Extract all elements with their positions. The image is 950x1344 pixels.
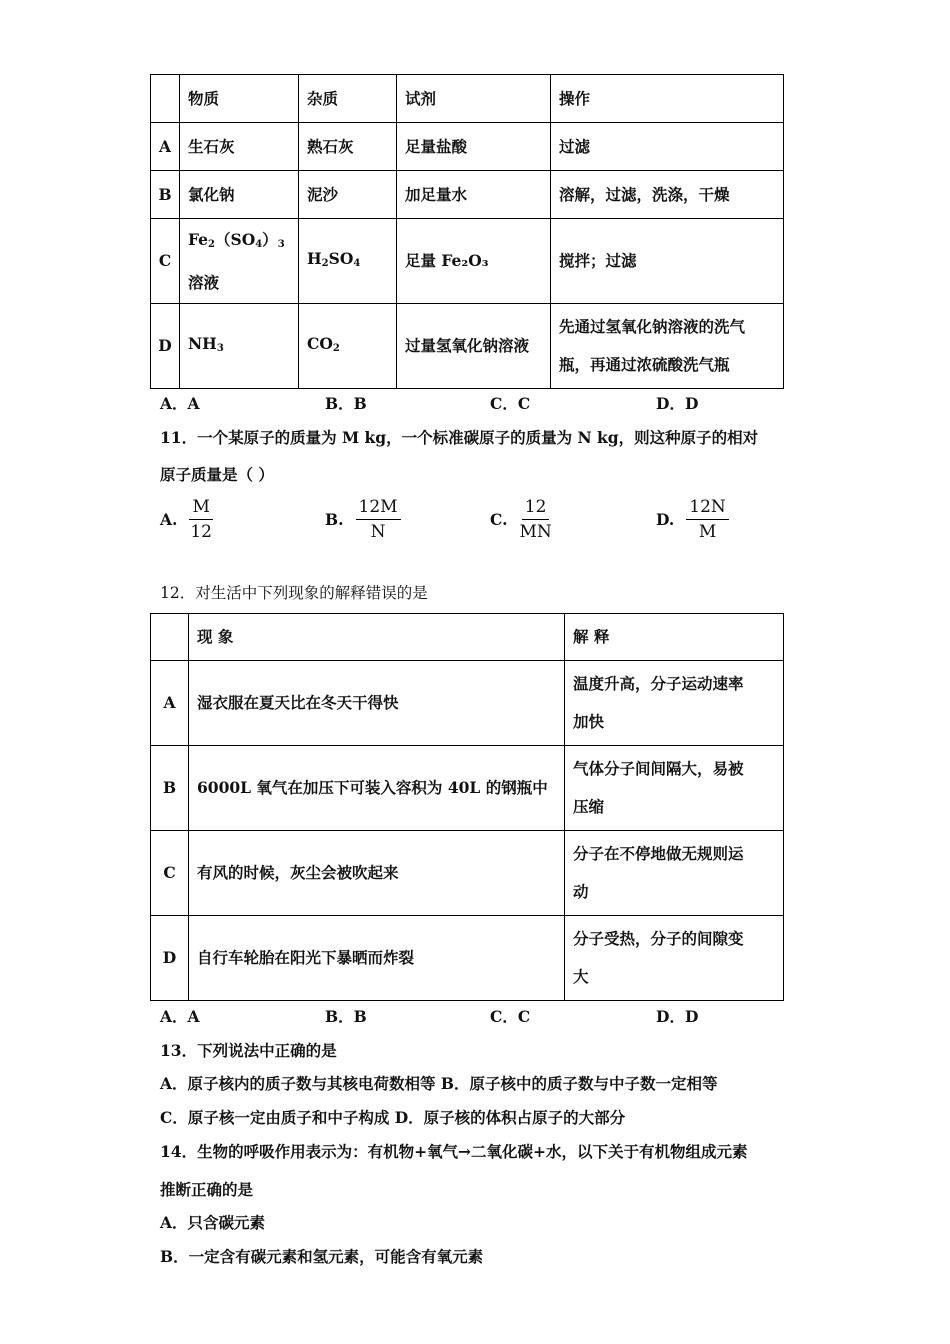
cell-impurity: 熟石灰: [299, 123, 397, 171]
option-label: D.: [656, 510, 675, 529]
row-key: C: [151, 219, 180, 304]
cell-operation: 过滤: [551, 123, 784, 171]
cell-explanation: 分子受热，分子的间隙变 大: [565, 916, 784, 1001]
cell-substance: $NH_3$: [180, 304, 299, 389]
header-reagent: 试剂: [397, 75, 551, 123]
q13-stem: 13．下列说法中正确的是: [160, 1041, 337, 1060]
cell-impurity: $H_2SO_4$: [299, 219, 397, 304]
cell-explanation: 温度升高，分子运动速率 加快: [565, 661, 784, 746]
q12-stem: 12．对生活中下列现象的解释错误的是: [160, 584, 428, 602]
fraction: 12 MN: [519, 497, 552, 542]
q12-option-c: C．C: [490, 1007, 531, 1026]
q11-option-d: [656, 497, 729, 542]
header-cell: [151, 75, 180, 123]
header-impurity: 杂质: [299, 75, 397, 123]
header-cell: [151, 614, 189, 661]
q13-options-cd: C．原子核一定由质子和中子构成 D．原子核的体积占原子的大部分: [160, 1108, 626, 1127]
q12-option-b: B．B: [325, 1007, 367, 1026]
cell-impurity: $CO_2$: [299, 304, 397, 389]
table-row: [151, 171, 784, 219]
cell-explanation: 气体分子间间隔大，易被 压缩: [565, 746, 784, 831]
row-key: A: [151, 123, 180, 171]
operation-line1: 先通过氢氧化钠溶液的洗气: [559, 317, 746, 336]
cell-substance: [180, 219, 299, 304]
q14-option-a: A．只含碳元素: [160, 1213, 266, 1232]
fraction: 12N M: [686, 497, 729, 542]
row-key: A: [151, 661, 189, 746]
cell-substance: 氯化钠: [180, 171, 299, 219]
header-operation: 操作: [551, 75, 784, 123]
fraction: M 12: [190, 497, 212, 542]
table-row: [151, 746, 784, 831]
row-key: B: [151, 171, 180, 219]
header-explanation: 解 释: [565, 614, 784, 661]
substance-line2: 溶液: [188, 272, 220, 292]
table-row: [151, 304, 784, 389]
cell-reagent: 过量氢氧化钠溶液: [397, 304, 551, 389]
q10-option-b: B．B: [325, 394, 367, 413]
cell-reagent: 加足量水: [397, 171, 551, 219]
cell-phenomenon: 6000L 氧气在加压下可装入容积为 40L 的钢瓶中: [189, 746, 565, 831]
table-row: [151, 219, 784, 304]
fraction: 12M N: [356, 497, 401, 542]
table-row: [151, 123, 784, 171]
q11-option-a: [160, 497, 213, 542]
cell-operation: [551, 304, 784, 389]
phenomenon-table: [150, 613, 784, 1001]
row-key: D: [151, 916, 189, 1001]
q10-option-c: C．C: [490, 394, 531, 413]
purification-table: [150, 74, 784, 389]
table-row: [151, 831, 784, 916]
header-phenomenon: 现 象: [189, 614, 565, 661]
q10-option-d: D．D: [656, 394, 699, 413]
operation-line2: 瓶，再通过浓硫酸洗气瓶: [559, 355, 730, 374]
option-label: B.: [325, 510, 344, 529]
row-key: D: [151, 304, 180, 389]
cell-reagent: 足量盐酸: [397, 123, 551, 171]
q11-stem-line1: 11．一个某原子的质量为 M kg，一个标准碳原子的质量为 N kg，则这种原子的相对: [160, 428, 759, 447]
q12-option-a: A．A: [160, 1007, 200, 1026]
cell-phenomenon: 有风的时候，灰尘会被吹起来: [189, 831, 565, 916]
table-row: [151, 661, 784, 746]
cell-substance: 生石灰: [180, 123, 299, 171]
cell-phenomenon: 湿衣服在夏天比在冬天干得快: [189, 661, 565, 746]
row-key: B: [151, 746, 189, 831]
cell-explanation: 分子在不停地做无规则运 动: [565, 831, 784, 916]
row-key: C: [151, 831, 189, 916]
q12-option-d: D．D: [656, 1007, 699, 1026]
cell-operation: 溶解，过滤，洗涤，干燥: [551, 171, 784, 219]
option-label: C.: [490, 510, 508, 529]
q14-option-b: B．一定含有碳元素和氢元素，可能含有氧元素: [160, 1247, 484, 1266]
q11-option-c: [490, 497, 552, 542]
q14-stem-line2: 推断正确的是: [160, 1180, 254, 1199]
cell-impurity: 泥沙: [299, 171, 397, 219]
table-row: [151, 916, 784, 1001]
q11-stem-line2: 原子质量是（ ）: [160, 465, 274, 484]
cell-phenomenon: 自行车轮胎在阳光下暴晒而炸裂: [189, 916, 565, 1001]
cell-reagent: 足量 Fe₂O₃: [397, 219, 551, 304]
option-label: A.: [160, 510, 178, 529]
formula: $Fe_2(SO_4)_3$: [188, 229, 285, 250]
q13-options-ab: A．原子核内的质子数与其核电荷数相等 B．原子核中的质子数与中子数一定相等: [160, 1074, 718, 1093]
cell-operation: 搅拌；过滤: [551, 219, 784, 304]
q10-option-a: A．A: [160, 394, 200, 413]
header-substance: 物质: [180, 75, 299, 123]
q14-stem-line1: 14．生物的呼吸作用表示为：有机物+氧气→二氧化碳+水，以下关于有机物组成元素: [160, 1142, 748, 1161]
q11-option-b: [325, 497, 401, 542]
